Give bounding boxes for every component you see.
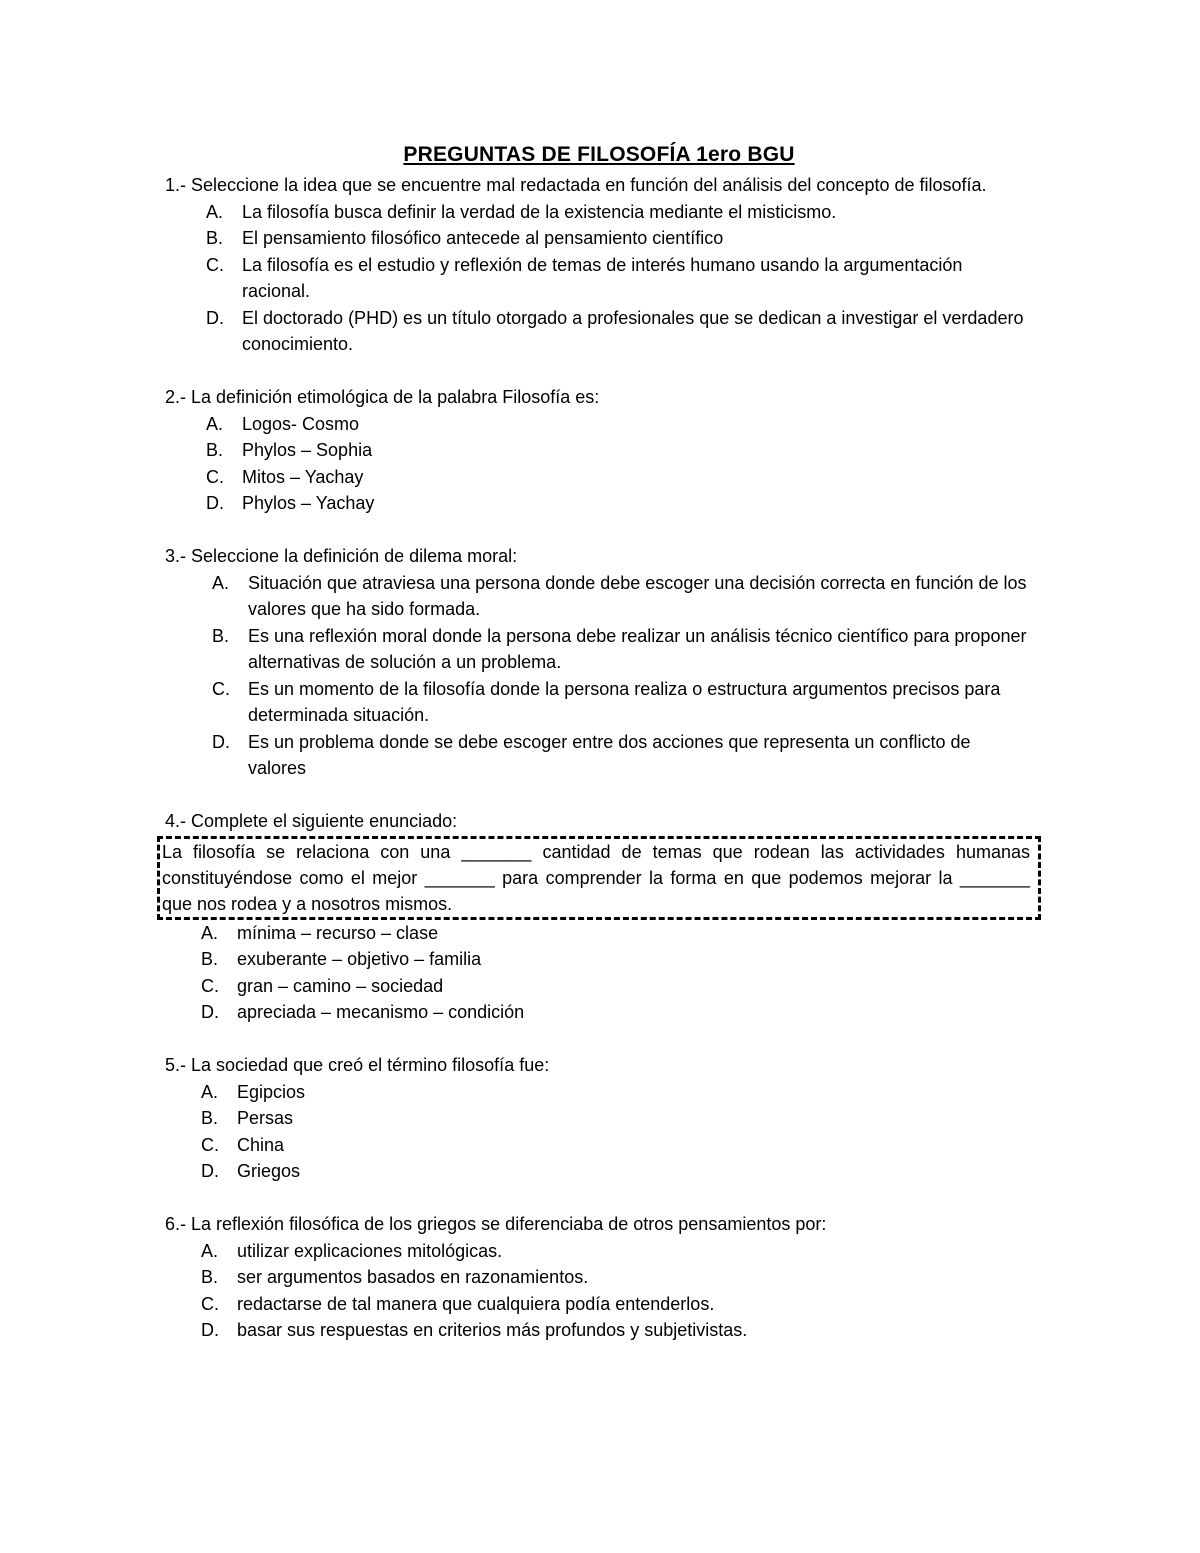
- option-d: [165, 999, 1033, 1026]
- spacer: [165, 782, 1033, 809]
- option-c: [165, 1291, 1033, 1318]
- option-letter: B.: [201, 949, 219, 969]
- option-letter: A.: [201, 1081, 219, 1102]
- option-text: Es un problema donde se debe escoger entre dos acciones que representa un conflicto de valores: [248, 731, 971, 778]
- option-letter: D.: [206, 493, 224, 513]
- option-letter: C.: [201, 975, 219, 996]
- option-letter: A.: [201, 1240, 219, 1261]
- option-letter: B.: [201, 1267, 219, 1287]
- option-text: Mitos – Yachay: [242, 466, 364, 487]
- option-d: [165, 729, 1033, 782]
- question-2: [165, 384, 1033, 517]
- option-a: [165, 1238, 1033, 1265]
- options-list: [165, 1238, 1033, 1344]
- option-text: Es un momento de la filosofía donde la persona realiza o estructura argumentos precisos para determinada situación.: [248, 678, 1001, 725]
- question-1: [165, 172, 1033, 358]
- option-text: La filosofía busca definir la verdad de la existencia mediante el misticismo.: [242, 201, 837, 222]
- question-prompt: 5.- La sociedad que creó el término filosofía fue:: [165, 1055, 550, 1075]
- option-text: El doctorado (PHD) es un título otorgado a profesionales que se dedican a investigar el verdadero conocimiento.: [242, 307, 1024, 354]
- option-a: [165, 411, 1033, 438]
- option-a: [165, 199, 1033, 226]
- option-b: [165, 1264, 1033, 1291]
- question-3: [165, 543, 1033, 782]
- options-list: [165, 199, 1033, 358]
- option-c: [165, 973, 1033, 1000]
- option-text: redactarse de tal manera que cualquiera podía entenderlos.: [237, 1293, 715, 1314]
- question-prompt: 3.- Seleccione la definición de dilema moral:: [165, 546, 518, 566]
- options-list: [165, 920, 1033, 1026]
- option-letter: C.: [201, 1134, 219, 1155]
- option-text: mínima – recurso – clase: [237, 922, 439, 943]
- option-letter: A.: [206, 413, 224, 434]
- option-text: apreciada – mecanismo – condición: [237, 1002, 525, 1022]
- question-prompt: 4.- Complete el siguiente enunciado:: [165, 811, 458, 831]
- option-a: [165, 920, 1033, 947]
- option-c: [165, 464, 1033, 491]
- option-letter: B.: [206, 440, 224, 460]
- option-letter: D.: [201, 1161, 219, 1181]
- option-text: utilizar explicaciones mitológicas.: [237, 1240, 503, 1261]
- spacer: [165, 1185, 1033, 1212]
- option-letter: C.: [206, 466, 224, 487]
- option-a: [165, 570, 1033, 623]
- question-5: [165, 1052, 1033, 1185]
- option-text: exuberante – objetivo – familia: [237, 949, 482, 969]
- option-c: [165, 1132, 1033, 1159]
- option-text: Es una reflexión moral donde la persona debe realizar un análisis técnico científico para proponer alternativas de solución a un problema.: [248, 625, 1027, 672]
- options-list: [165, 570, 1033, 782]
- option-letter: D.: [201, 1002, 219, 1022]
- option-d: [165, 490, 1033, 517]
- worksheet-page: [162, 140, 1033, 1344]
- option-b: [165, 225, 1033, 252]
- option-letter: D.: [206, 307, 224, 328]
- option-letter: C.: [212, 678, 230, 699]
- option-letter: A.: [206, 201, 224, 222]
- options-list: [165, 1079, 1033, 1185]
- option-letter: A.: [201, 922, 219, 943]
- option-letter: C.: [201, 1293, 219, 1314]
- option-b: [165, 1105, 1033, 1132]
- question-prompt: 6.- La reflexión filosófica de los griegos se diferenciaba de otros pensamientos por:: [165, 1214, 827, 1234]
- question-4: [162, 808, 1033, 1026]
- option-letter: A.: [212, 572, 230, 593]
- option-text: Logos- Cosmo: [242, 413, 360, 434]
- option-c: [165, 252, 1033, 305]
- option-text: El pensamiento filosófico antecede al pensamiento científico: [242, 228, 724, 248]
- option-d: [165, 305, 1033, 358]
- option-text: Griegos: [237, 1161, 301, 1181]
- option-text: Egipcios: [237, 1081, 306, 1102]
- option-b: [165, 437, 1033, 464]
- option-text: China: [237, 1134, 285, 1155]
- option-text: Situación que atraviesa una persona donde debe escoger una decisión correcta en función de los valores que ha sido formada.: [248, 572, 1027, 619]
- options-list: [165, 411, 1033, 517]
- option-letter: C.: [206, 254, 224, 275]
- fill-in-statement-box: La filosofía se relaciona con una _______ cantidad de temas que rodean las actividades humanas constituyéndose como el mejor _______ para comprender la forma en que podemos mejorar la _______ que nos rodea y a nosotros mismos.: [157, 836, 1041, 920]
- option-d: [165, 1158, 1033, 1185]
- spacer: [165, 1026, 1033, 1053]
- option-b: [165, 946, 1033, 973]
- option-text: gran – camino – sociedad: [237, 975, 444, 996]
- question-6: [165, 1211, 1033, 1344]
- option-text: Phylos – Yachay: [242, 493, 375, 513]
- option-text: La filosofía es el estudio y reflexión de temas de interés humano usando la argumentación racional.: [242, 254, 963, 301]
- spacer: [165, 358, 1033, 385]
- option-text: Persas: [237, 1108, 294, 1128]
- question-prompt: 1.- Seleccione la idea que se encuentre mal redactada en función del análisis del concepto de filosofía.: [165, 175, 987, 195]
- option-text: Phylos – Sophia: [242, 440, 373, 460]
- page-title: PREGUNTAS DE FILOSOFÍA 1ero BGU: [403, 143, 795, 166]
- option-b: [165, 623, 1033, 676]
- option-c: [165, 676, 1033, 729]
- question-prompt: 2.- La definición etimológica de la palabra Filosofía es:: [165, 387, 600, 407]
- option-letter: B.: [212, 625, 230, 646]
- option-a: [165, 1079, 1033, 1106]
- option-letter: B.: [201, 1108, 219, 1128]
- option-text: basar sus respuestas en criterios más profundos y subjetivistas.: [237, 1320, 748, 1340]
- option-letter: B.: [206, 228, 224, 248]
- option-letter: D.: [212, 731, 230, 752]
- spacer: [165, 517, 1033, 544]
- option-text: ser argumentos basados en razonamientos.: [237, 1267, 589, 1287]
- option-d: [165, 1317, 1033, 1344]
- option-letter: D.: [201, 1320, 219, 1340]
